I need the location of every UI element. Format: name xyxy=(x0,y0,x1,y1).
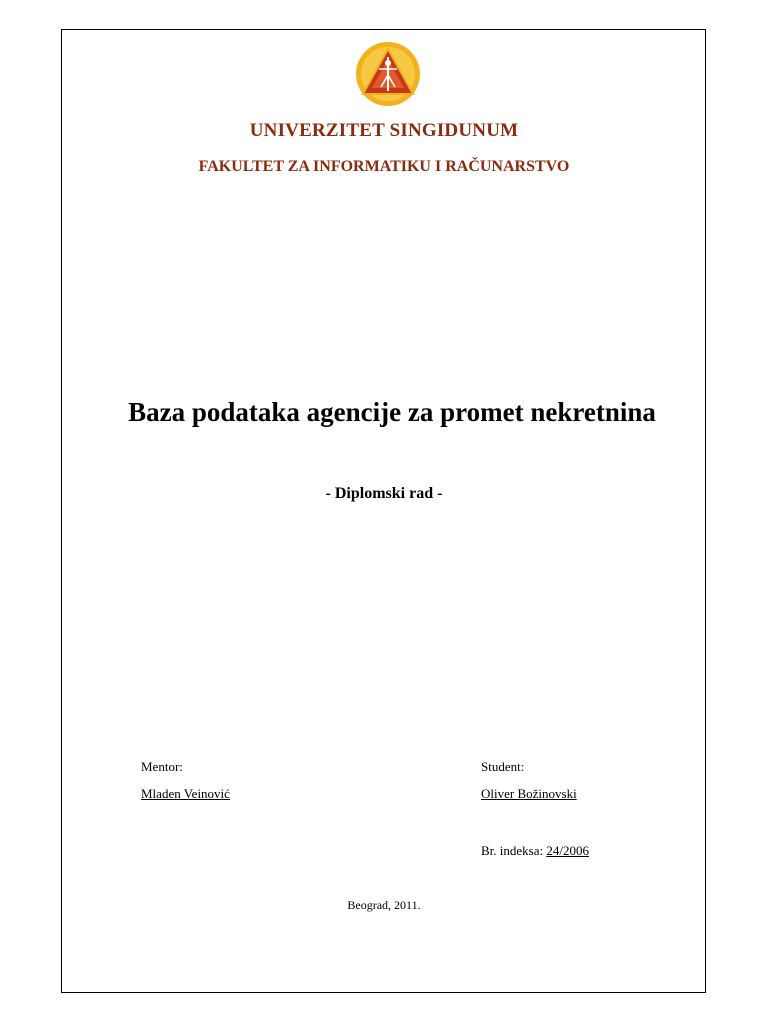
university-seal-icon xyxy=(355,41,421,107)
student-name: Oliver Božinovski xyxy=(481,786,577,801)
faculty-name: FAKULTET ZA INFORMATIKU I RAČUNARSTVO xyxy=(198,158,570,175)
mentor-name: Mladen Veinović xyxy=(141,786,230,801)
thesis-type: - Diplomski rad - xyxy=(325,485,443,502)
student-index xyxy=(481,843,589,859)
place-and-date: Beograd, 2011. xyxy=(347,898,421,912)
index-label: Br. indeksa: xyxy=(481,843,544,858)
index-value: 24/2006 xyxy=(546,843,589,858)
student-label: Student: xyxy=(481,759,525,774)
university-name: UNIVERZITET SINGIDUNUM xyxy=(249,120,519,141)
thesis-title: Baza podataka agencije za promet nekretnina xyxy=(128,397,656,427)
mentor-label: Mentor: xyxy=(141,759,183,774)
